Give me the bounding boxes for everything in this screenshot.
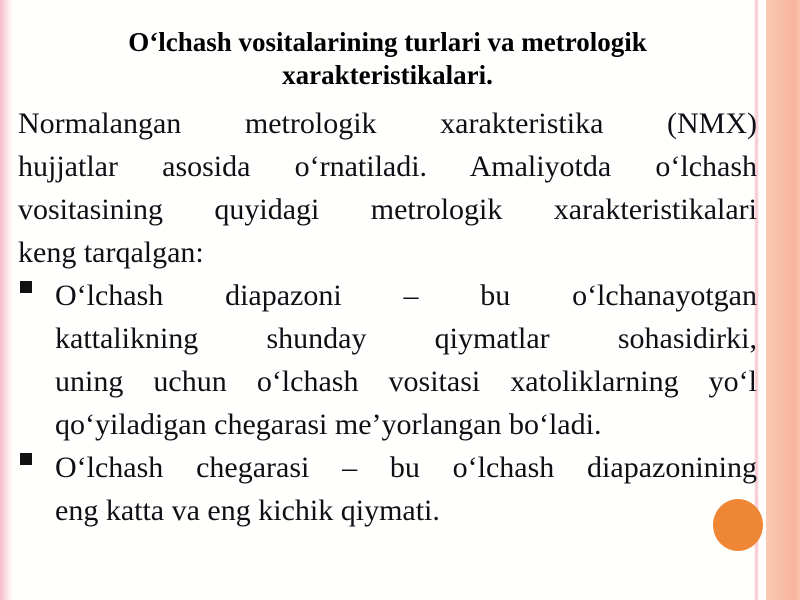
bullet-list	[18, 274, 757, 532]
bullet-line: kattalikning shunday qiymatlar sohasidirki,	[55, 322, 757, 355]
bullet-square-icon	[20, 453, 32, 465]
right-border-strip	[766, 0, 800, 600]
bullet-line: uning uchun oʻlchash vositasi xatoliklarning yoʻl	[55, 365, 757, 398]
bullet-item	[18, 446, 757, 532]
title-line: xarakteristikalari.	[282, 60, 493, 90]
bullet-line: eng katta va eng kichik qiymati.	[55, 494, 440, 527]
bullet-line: Oʻlchash diapazoni – bu oʻlchanayotgan	[55, 279, 757, 312]
slide-content	[18, 26, 757, 532]
bullet-square-icon	[20, 281, 32, 293]
paragraph-line: hujjatlar asosida oʻrnatiladi. Amaliyotda oʻlchash	[18, 150, 757, 183]
slide-title	[18, 26, 757, 92]
bullet-line: qoʻyiladigan chegarasi me’yorlangan boʻladi.	[55, 408, 602, 441]
paragraph-line: keng tarqalgan:	[18, 236, 204, 269]
bullet-item	[18, 274, 757, 446]
left-border-strip	[0, 0, 13, 600]
paragraph-line: vositasining quyidagi metrologik xarakteristikalari	[18, 193, 757, 226]
body-paragraph	[18, 102, 757, 274]
orange-circle-decoration	[713, 499, 763, 551]
title-line: Oʻlchash vositalarining turlari va metrologik	[128, 27, 647, 57]
bullet-line: Oʻlchash chegarasi – bu oʻlchash diapazonining	[55, 451, 757, 484]
paragraph-line: Normalangan metrologik xarakteristika (NMX)	[18, 107, 757, 140]
